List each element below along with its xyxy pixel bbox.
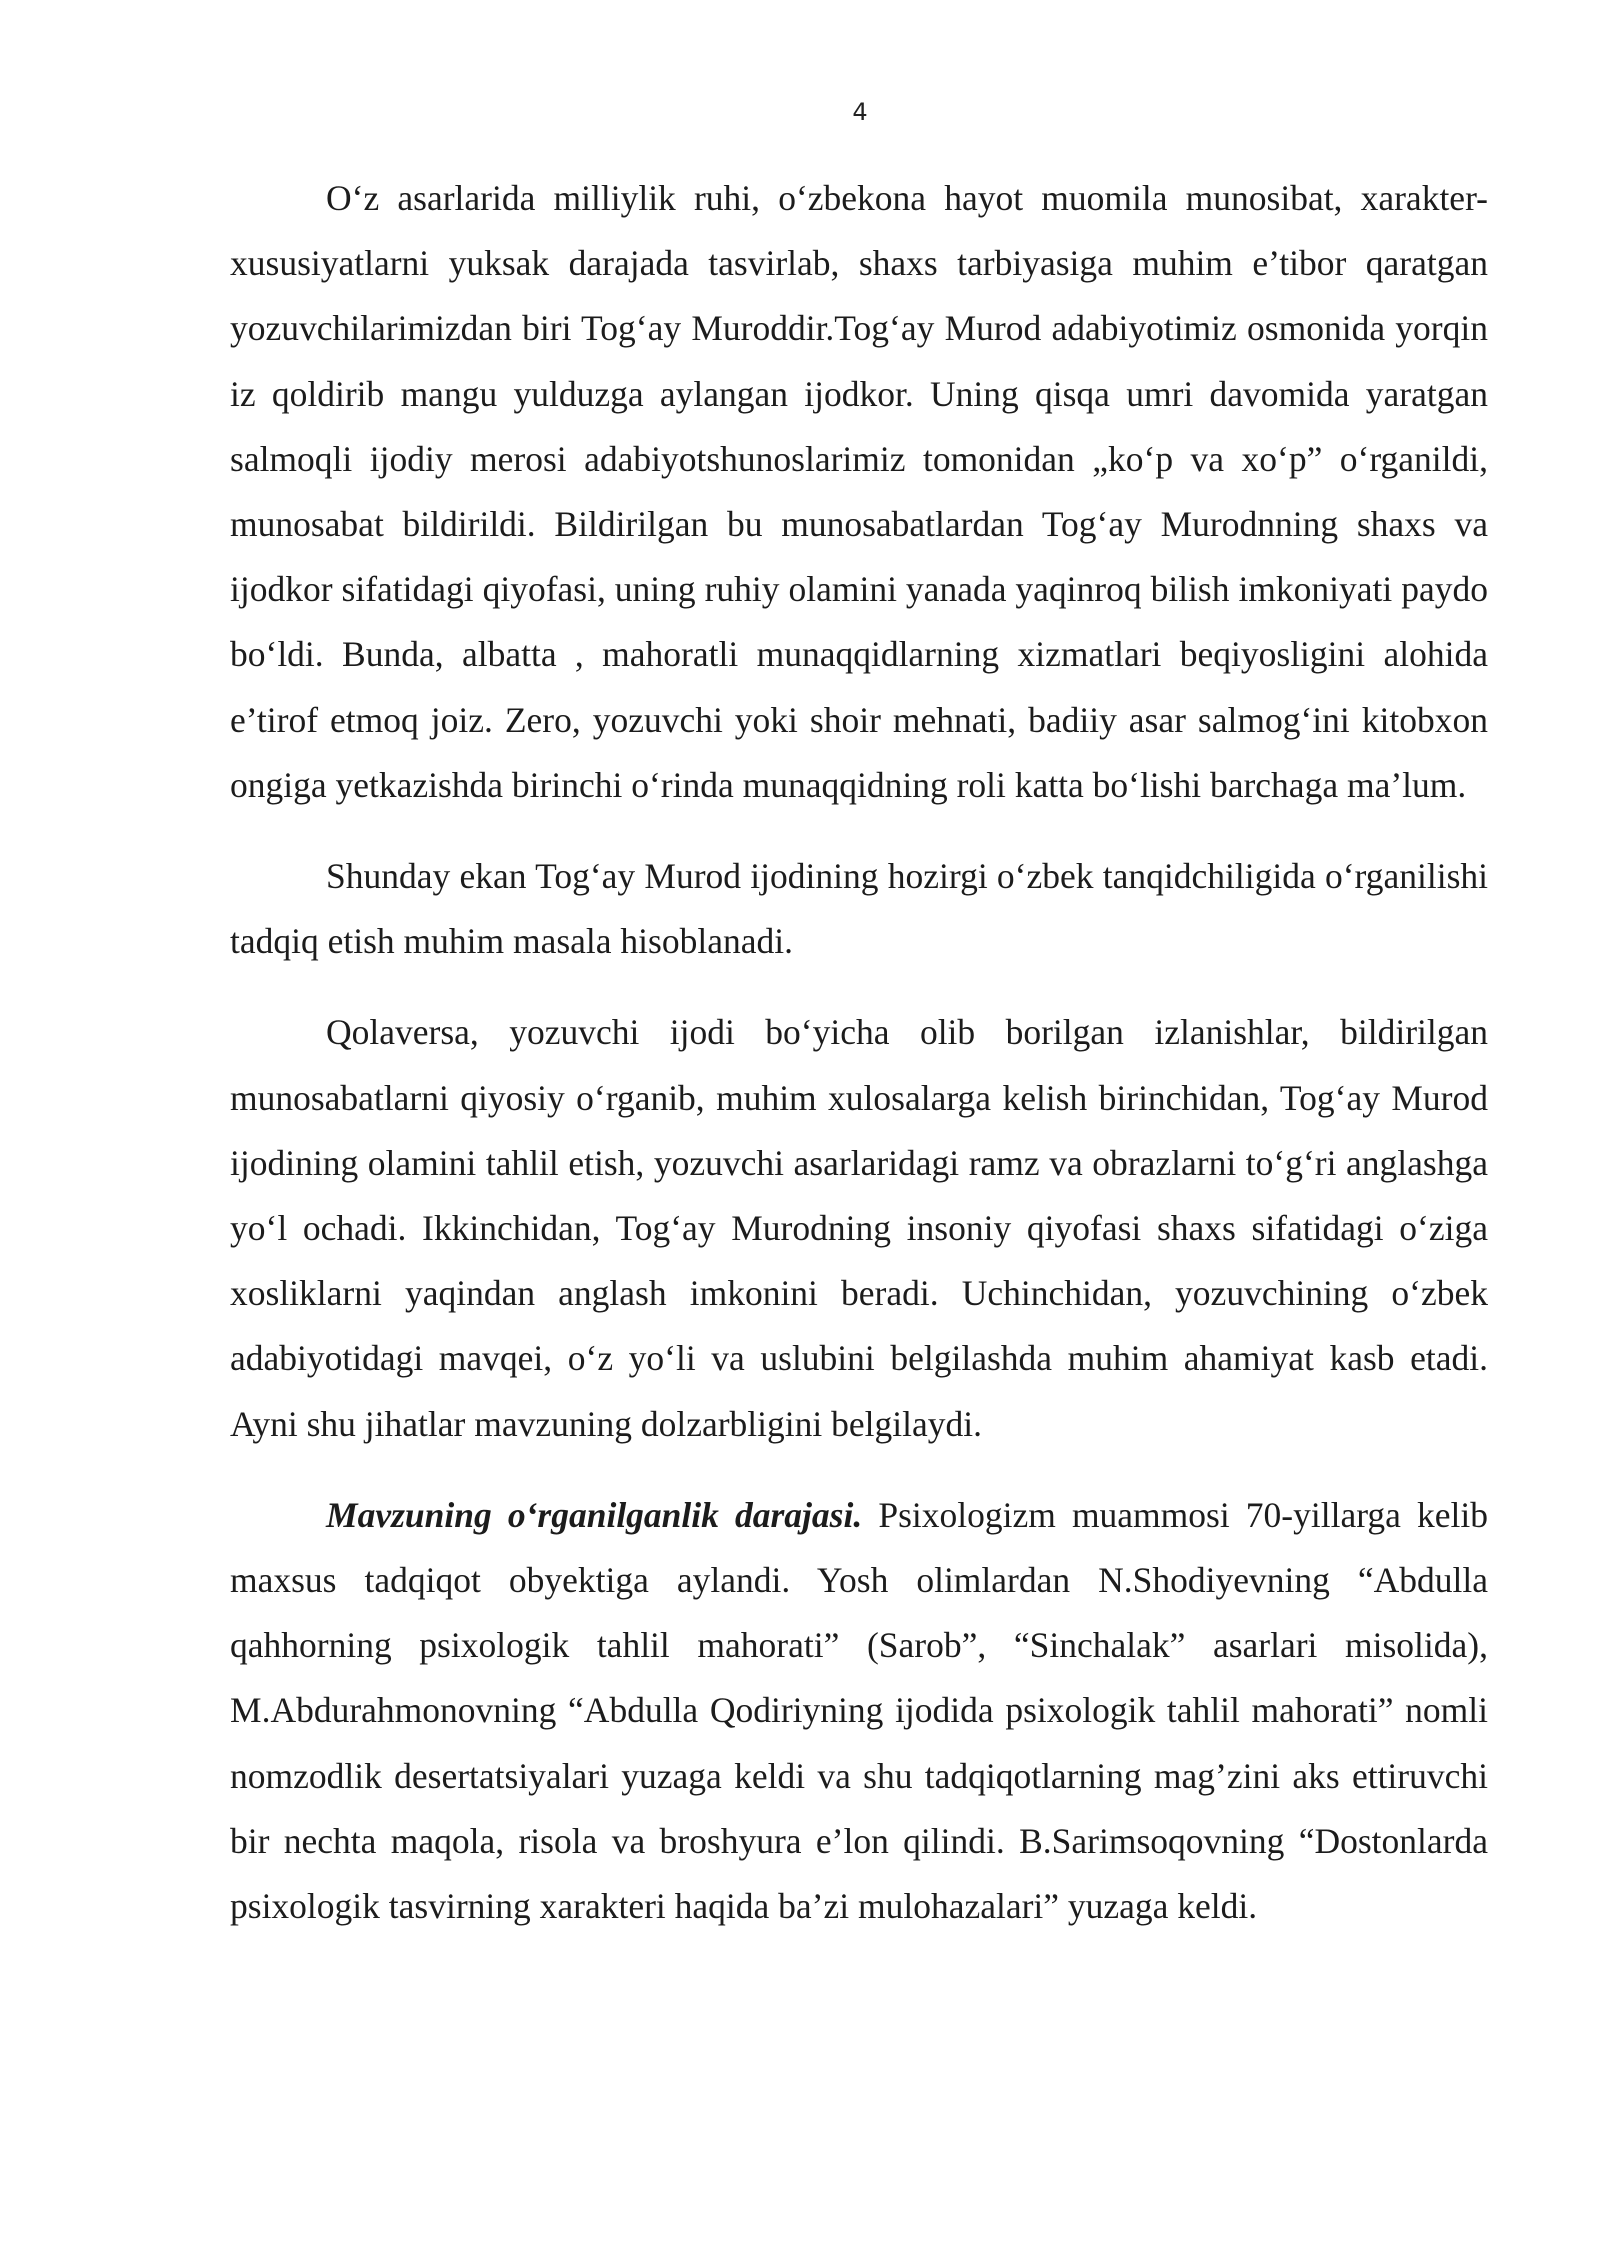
section-heading: Mavzuning o‘rganilganlik darajasi. [326,1494,863,1535]
page-body [230,166,1488,1939]
page-number: 4 [852,98,868,126]
paragraph-research-degree [230,1483,1488,1939]
paragraph-introduction: O‘z asarlarida milliylik ruhi, o‘zbekona hayot muomila munosibat, xarakter-xususiyatlarni yuksak darajada tasvirlab, shaxs tarbiyasiga muhim e’tibor qaratgan yozuvchilarimizdan biri Tog‘ay Muroddir.Tog‘ay Murod adabiyotimiz osmonida yorqin iz qoldirib mangu yulduzga aylangan ijodkor. Uning qisqa umri davomida yaratgan salmoqli ijodiy merosi adabiyotshunoslarimiz tomonidan „ko‘p va xo‘p” o‘rganildi, munosabat bildirildi. Bildirilgan bu munosabatlardan Tog‘ay Murodnning shaxs va ijodkor sifatidagi qiyofasi, uning ruhiy olamini yanada yaqinroq bilish imkoniyati paydo bo‘ldi. Bunda, albatta , mahoratli munaqqidlarning xizmatlari beqiyosligini alohida e’tirof etmoq joiz. Zero, yozuvchi yoki shoir mehnati, badiiy asar salmog‘ini kitobxon ongiga yetkazishda birinchi o‘rinda munaqqidning roli katta bo‘lishi barchaga ma’lum. [230,178,1488,805]
section-text: Psixologizm muammosi 70-yillarga kelib maxsus tadqiqot obyektiga aylandi. Yosh olimlardan N.Shodiyevning “Abdulla qahhorning psixologik tahlil mahorati” (Sarob”, “Sinchalak” asarlari misolida), M.Abdurahmonovning “Abdulla Qodiriyning ijodida psixologik tahlil mahorati” nomli nomzodlik desertatsiyalari yuzaga keldi va shu tadqiqotlarning mag’zini aks ettiruvchi bir nechta maqola, risola va broshyura e’lon qilindi. B.Sarimsoqovning “Dostonlarda psixologik tasvirning xarakteri haqida ba’zi mulohazalari” yuzaga keldi. [230,1494,1488,1927]
paragraph-relevance: Qolaversa, yozuvchi ijodi bo‘yicha olib borilgan izlanishlar, bildirilgan munosabatlarni qiyosiy o‘rganib, muhim xulosalarga kelish birinchidan, Tog‘ay Murod ijodining olamini tahlil etish, yozuvchi asarlaridagi ramz va obrazlarni to‘g‘ri anglashga yo‘l ochadi. Ikkinchidan, Tog‘ay Murodning insoniy qiyofasi shaxs sifatidagi o‘ziga xosliklarni yaqindan anglash imkonini beradi. Uchinchidan, yozuvchining o‘zbek adabiyotidagi mavqei, o‘z yo‘li va uslubini belgilashda muhim ahamiyat kasb etadi. Ayni shu jihatlar mavzuning dolzarbligini belgilaydi. [230,1012,1488,1444]
paragraph-research-need: Shunday ekan Tog‘ay Murod ijodining hozirgi o‘zbek tanqidchiligida o‘rganilishi tadqiq etish muhim masala hisoblanadi. [230,856,1488,962]
